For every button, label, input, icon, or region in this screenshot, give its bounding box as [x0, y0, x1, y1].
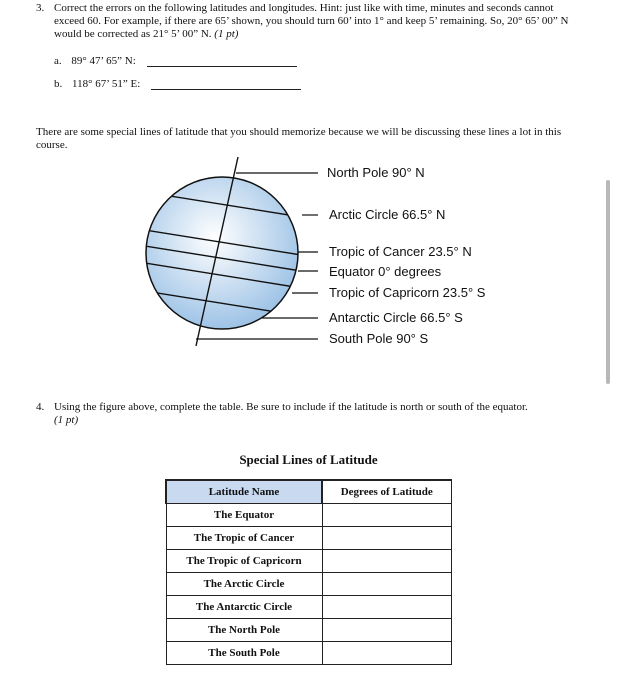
question-3 — [36, 2, 581, 41]
row-name-south-pole: The South Pole — [166, 642, 322, 665]
intro-paragraph: There are some special lines of latitude that you should memorize because we will be discussing these lines a lot in this course. — [36, 126, 562, 151]
label-north-pole: North Pole 90° N — [327, 165, 425, 180]
question-3a-letter: a. — [54, 55, 62, 67]
label-south-pole: South Pole 90° S — [329, 331, 429, 346]
table-row — [166, 527, 451, 550]
question-3b — [54, 78, 140, 91]
row-degrees-arctic-circle[interactable] — [322, 573, 451, 596]
header-latitude-name: Latitude Name — [166, 480, 322, 504]
label-tropic-of-cancer: Tropic of Cancer 23.5° N — [329, 244, 472, 259]
table-row — [166, 550, 451, 573]
question-4-points: (1 pt) — [54, 414, 79, 426]
vertical-scrollbar[interactable] — [606, 180, 610, 384]
latitude-diagram — [0, 150, 617, 360]
row-degrees-antarctic-circle[interactable] — [322, 596, 451, 619]
globe — [146, 177, 298, 329]
table-header-row — [166, 480, 451, 504]
question-3-number: 3. — [36, 2, 45, 14]
table-row — [166, 573, 451, 596]
row-name-tropic-of-cancer: The Tropic of Cancer — [166, 527, 322, 550]
row-degrees-south-pole[interactable] — [322, 642, 451, 665]
question-4-number: 4. — [36, 401, 45, 413]
row-name-arctic-circle: The Arctic Circle — [166, 573, 322, 596]
row-name-north-pole: The North Pole — [166, 619, 322, 642]
question-4-body — [54, 401, 596, 427]
question-3-points: (1 pt) — [214, 28, 239, 40]
label-antarctic-circle: Antarctic Circle 66.5° S — [329, 310, 463, 325]
question-4 — [36, 401, 596, 427]
table-title: Special Lines of Latitude — [239, 452, 378, 467]
row-degrees-tropic-of-capricorn[interactable] — [322, 550, 451, 573]
table-row — [166, 596, 451, 619]
row-name-antarctic-circle: The Antarctic Circle — [166, 596, 322, 619]
question-3a-value: 89° 47’ 65” N: — [71, 55, 136, 67]
question-3a-answer-line[interactable] — [147, 66, 297, 67]
question-3-text: Correct the errors on the following latitudes and longitudes. Hint: just like with time, minutes and seconds cannot exceed 60. For example, if there are 65’ shown, you should turn 60’ into 1° and keep 5’ remaining. So, 20° 65’ 00” N would be corrected as 21° 5’ 00” N. — [54, 2, 569, 40]
row-name-tropic-of-capricorn: The Tropic of Capricorn — [166, 550, 322, 573]
row-degrees-tropic-of-cancer[interactable] — [322, 527, 451, 550]
question-3a — [54, 55, 136, 68]
latitude-table — [165, 479, 452, 665]
question-3b-value: 118° 67’ 51” E: — [72, 78, 141, 90]
question-3b-answer-line[interactable] — [151, 89, 301, 90]
question-3-body — [54, 2, 581, 41]
table-row — [166, 642, 451, 665]
table-row — [166, 504, 451, 527]
table-row — [166, 619, 451, 642]
question-4-text: Using the figure above, complete the table. Be sure to include if the latitude is north or south of the equator. — [54, 401, 528, 413]
label-tropic-of-capricorn: Tropic of Capricorn 23.5° S — [329, 285, 486, 300]
label-equator: Equator 0° degrees — [329, 264, 442, 279]
row-name-equator: The Equator — [166, 504, 322, 527]
question-3b-letter: b. — [54, 78, 63, 90]
row-degrees-north-pole[interactable] — [322, 619, 451, 642]
row-degrees-equator[interactable] — [322, 504, 451, 527]
label-arctic-circle: Arctic Circle 66.5° N — [329, 207, 446, 222]
header-degrees-of-latitude: Degrees of Latitude — [322, 480, 451, 504]
